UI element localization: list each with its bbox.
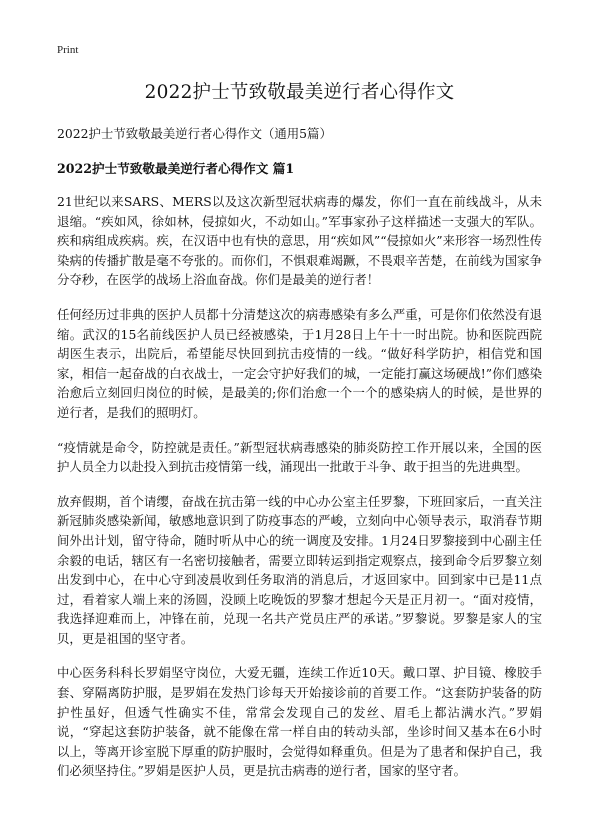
paragraph: 放弃假期，首个请缨，奋战在抗击第一线的中心办公室主任罗黎，下班回家后，一直关注新冠肺炎感染新闻，敏感地意识到了防疫事态的严峻，立刻向中心领导表示，取消春节期间外出计划，留守待命，随时听从中心的统一调度及安排。1月24日罗黎接到中心副主任余毅的电话，辖区有一名密切接触者，需要立即转运到指定观察点，接到命令后罗黎立刻出发到中心，在中心守到凌晨收到任务取消的消息后，才返回家中。回到家中已是11点过，看着家人端上来的汤圆，没顾上吃晚饭的罗黎才想起今天是正月初一。“面对疫情，我选择迎难而上，冲锋在前，兑现一名共产党员庄严的承诺。”罗黎说。罗黎是家人的宝贝，更是祖国的坚守者。: [57, 493, 542, 646]
section-heading: 2022护士节致敬最美逆行者心得作文 篇1: [57, 161, 295, 176]
paragraph: 任何经历过非典的医护人员都十分清楚这次的病毒感染有多么严重，可是你们依然没有退缩。武汉的15名前线医护人员已经被感染，于1月28日上午十一时出院。协和医院西院胡医生表示，出院后，希望能尽快回到抗击疫情的一线。“做好科学防护，相信党和国家，相信一起奋战的白衣战士，一定会守护好我们的城，一定能打赢这场硬战!”你们感染治愈后立刻回归岗位的时候，是最美的;你们治愈一个一个的感染病人的时候，是世界的逆行者，是我们的照明灯。: [57, 306, 542, 420]
page-title: 2022护士节致敬最美逆行者心得作文: [144, 82, 455, 103]
print-label[interactable]: Print: [57, 44, 79, 56]
paragraph: 21世纪以来SARS、MERS以及这次新型冠状病毒的爆发，你们一直在前线战斗，从未退缩。“疾如风，徐如林，侵掠如火，不动如山。”军事家孙子这样描述一支强大的军队。疾和病组成疾病。疾，在汉语中也有快的意思，用“疾如风”“侵掠如火”来形容一场烈性传染病的传播扩散是毫不夸张的。而你们，不惧艰难竭蹶，不畏艰辛苦楚，在前线为国家争分夺秒，在医学的战场上浴血奋战。你们是最美的逆行者！: [57, 194, 542, 288]
document-subtitle: 2022护士节致敬最美逆行者心得作文（通用5篇）: [57, 126, 332, 141]
paragraph: 中心医务科科长罗娟坚守岗位，大爱无疆，连续工作近10天。戴口罩、护目镜、橡胶手套、穿隔离防护服，是罗娟在发热门诊每天开始接诊前的首要工作。“这套防护装备的防护性虽好，但透气性确实不佳，常常会发现自己的发丝、眉毛上都沾满水汽。”罗娟说，“穿起这套防护装备，就不能像在常一样自由的转动头部，坐诊时间又基本在6小时以上，等离开诊室脱下厚重的防护服时，会觉得如释重负。但是为了患者和保护自己，我们必须坚持住。”罗娟是医护人员，更是抗击病毒的逆行者，国家的坚守者。: [57, 665, 542, 779]
paragraph: “疫情就是命令，防控就是责任。”新型冠状病毒感染的肺炎防控工作开展以来，全国的医护人员全力以赴投入到抗击疫情第一线，涌现出一批敢于斗争、敢于担当的先进典型。: [57, 439, 542, 475]
